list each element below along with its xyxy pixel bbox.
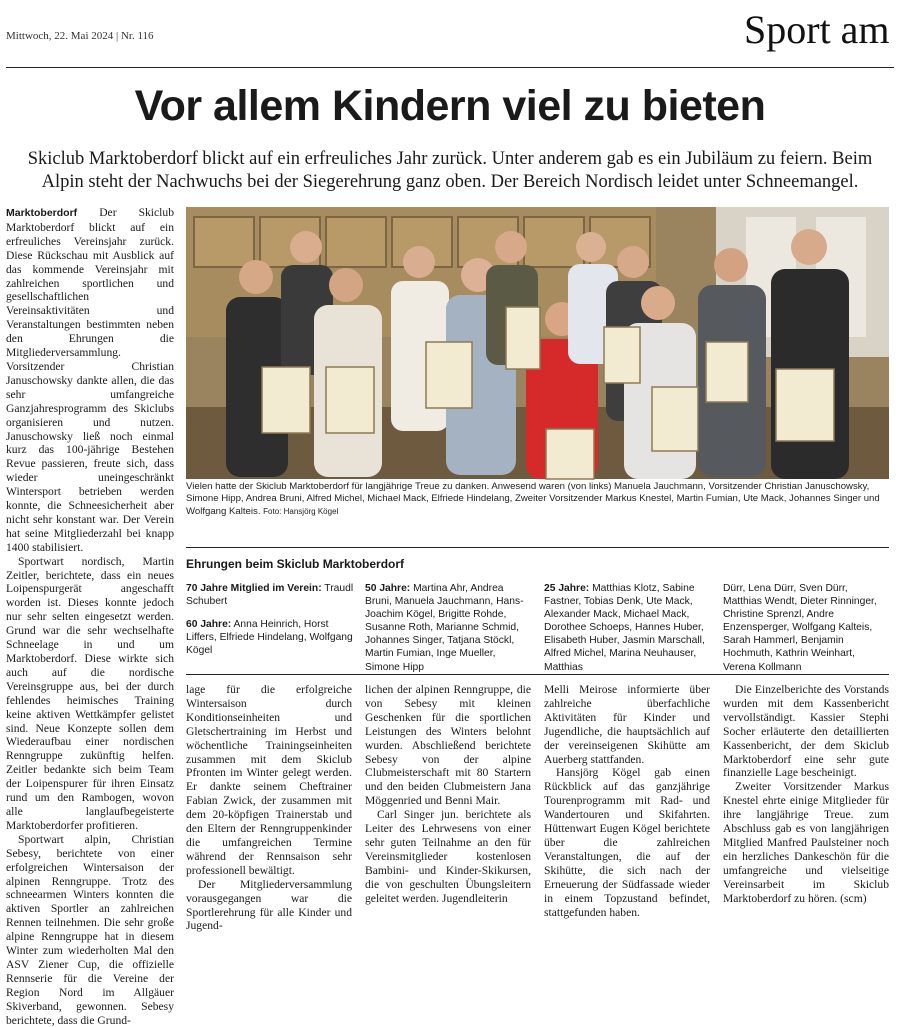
- paragraph: Der Mitgliederversammlung vorausgegangen war die Sportlerehrung für alle Kinder und Jugend-: [186, 877, 352, 933]
- honors-column-3: [544, 582, 712, 674]
- article-column-2: [186, 683, 352, 933]
- photo-caption: [186, 481, 889, 518]
- masthead-rule: [6, 67, 894, 68]
- paragraph: Sportwart nordisch, Martin Zeitler, berichtete, dass ein neues Loipenspurgerät angeschafft worden ist. Dieses konnte jedoch nur sehr selten eingesetzt werden. Grund war die sehr wechselhafte Schneelage in und um Marktoberdorf. Diese wirkte sich auch auf die nordische Vereinsgruppe aus, bei der durch fehlendes heimisches Training keine aktiven Wettkämpfer gelistet sind. Neue Konzepte sollen dem Wiederaufbau einer nordischen Renngruppe zukünftig helfen. Zeitler bedankte sich beim Team der Loipenspurer für ihren Einsatz rund um den Rambogen, wovon alle langlaufbegeisterte Marktoberdorfer profitieren.: [6, 554, 174, 832]
- honors-group-25-continued: Dürr, Lena Dürr, Sven Dürr, Matthias Wendt, Dieter Rinninger, Christine Sprenzl, Andre Enzensperger, Wolfgang Kalteis, Sarah Hammerl, Benjamin Hochmuth, Kathrin Weinhart, Verena Kollmann: [723, 583, 877, 673]
- paragraph: Hansjörg Kögel gab einen Rückblick auf das ganzjährige Tourenprogramm mit Rad- und Wandertouren und Skifahrten. Hüttenwart Eugen Kögel berichtete über die zahlreichen Veranstaltungen, die auf der Skihütte, die sich nach der Erneuerung der Südfassade wieder in einem Topzustand befindet, stattgefunden haben.: [544, 766, 710, 919]
- paragraph: lichen der alpinen Renngruppe, die von Sebesy mit kleinen Geschenken für die sportlichen Leistungen des Winters belohnt wurden. Abschließend berichtete Sebesy von der alpine Clubmeisterschaft mit 80 Startern und den beiden Clubmeistern Jana Möggenried und Benni Mair.: [365, 683, 531, 808]
- honors-box-bottom-rule: [186, 674, 889, 675]
- paragraph: Die Einzelberichte des Vorstands wurden mit dem Kassenbericht vervollständigt. Kassier Stephi Socher erläuterte den detaillierten Kassenbericht, der dem Skiclub Marktoberdorf eine sehr gute finanzielle Lage bescheinigt.: [723, 683, 889, 780]
- honors-column-1: [186, 582, 356, 667]
- article-column-1: [6, 206, 174, 1027]
- masthead: [0, 0, 900, 62]
- issue-date-line: Mittwoch, 22. Mai 2024 | Nr. 116: [6, 30, 154, 42]
- honors-group-50: 50 Jahre: Martina Ahr, Andrea Bruni, Manuela Jauchmann, Hans-Joachim Kögel, Brigitte Rohde, Susanne Roth, Marianne Schmid, Johannes Singer, Tatjana Stöckl, Martin Fumian, Inge Mueller, Simone Hipp: [365, 583, 524, 673]
- section-title: Sport am: [744, 7, 890, 52]
- honors-column-4: [723, 582, 889, 674]
- paragraph: Zweiter Vorsitzender Markus Knestel ehrte einige Mitglieder für ihre langjährige Treue. zum Abschluss gab es von langjährigen Mitglied Manfred Paulsteiner noch ein herzliches Dankeschön für die umfangreiche und vielseitige Vereinsarbeit im Skiclub Marktoberdorf zu hören. (scm): [723, 780, 889, 905]
- dateline: Marktoberdorf: [6, 207, 78, 219]
- honors-column-2: [365, 582, 533, 674]
- subheadline: Skiclub Marktoberdorf blickt auf ein erfreuliches Jahr zurück. Unter anderem gab es ein Jubiläum zu feiern. Beim Alpin steht der Nachwuchs bei der Siegerehrung ganz oben. Der Bereich Nordisch leidet unter Schneemangel.: [27, 149, 873, 192]
- article-column-3: [365, 683, 531, 906]
- article-column-4: [544, 683, 710, 919]
- paragraph: Sportwart alpin, Christian Sebesy, berichtete von einer erfolgreichen Wintersaison der alpinen Renngruppe. Trotz des schneearmen Winters konnten die aktiven Sportler an zahlreichen Rennen teilnehmen. Die sehr große alpine Renngruppe hat in diesem Winter zum wiederholten Mal den ASV Ziener Cup, die offizielle Rennserie für die Vereine der Region Nord im Allgäuer Skiverband, gewonnen. Sebesy berichtete, dass die Grund-: [6, 832, 174, 1027]
- paragraph: Carl Singer jun. berichtete als Leiter des Lehrwesens von einer sehr guten Teilnahme an den für Vereinsmitglieder kostenlosen Bambini- und Kinder-Skikursen, die von geschulten Übungsleitern geleitet werden. Jugendleiterin: [365, 808, 531, 905]
- group-photo: [186, 207, 889, 479]
- article-column-5: [723, 683, 889, 906]
- honors-group-60: 60 Jahre: Anna Heinrich, Horst Liffers, Elfriede Hindelang, Wolfgang Kögel: [186, 619, 353, 657]
- paragraph: Melli Meirose informierte über zahlreiche überfachliche Aktivitäten für Kinder und Jugendliche, die hauptsächlich auf der vereinseigenen Skihütte am Auerberg stattfanden.: [544, 683, 710, 766]
- headline: Vor allem Kindern viel zu bieten: [134, 82, 766, 130]
- paragraph: lage für die erfolgreiche Wintersaison durch Konditionseinheiten und Gletschertraining im Herbst und wöchentliche Trainingseinheiten zusammen mit dem Skiclub Pfronten im Winter gelegt werden. Er dankte seinem Cheftrainer Fabian Zwick, der zusammen mit dem 20-köpfigen Trainerstab und den Eltern der Renngruppenkinder die umfangreichen Termine während der Rennsaison sehr professionell bewältigt.: [186, 683, 352, 877]
- honors-box-title: Ehrungen beim Skiclub Marktoberdorf: [186, 557, 405, 571]
- photo-credit: Foto: Hansjörg Kögel: [263, 506, 339, 516]
- honors-box-top-rule: [186, 547, 889, 548]
- honors-group-25: 25 Jahre: Matthias Klotz, Sabine Fastner, Tobias Denk, Ute Mack, Alexander Mack, Michael Mack, Dorothee Schoeps, Hannes Huber, Elisabeth Huber, Jasmin Marschall, Alfred Michel, Marina Neuhauser, Matthias: [544, 583, 705, 673]
- group-photo-image: [186, 207, 889, 479]
- honors-group-70: 70 Jahre Mitglied im Verein: Traudl Schubert: [186, 583, 354, 608]
- photo-caption-text: Vielen hatte der Skiclub Marktoberdorf für langjährige Treue zu danken. Anwesend waren (von links) Manuela Jauchmann, Vorsitzender Christian Januschowsky, Simone Hipp, Andrea Bruni, Alfred Michel, Michael Mack, Elfriede Hindelang, Zweiter Vorsitzender Markus Knestel, Martin Fumian, Ute Mack, Johannes Singer und Wolfgang Kalteis.: [186, 481, 880, 517]
- paragraph: Marktoberdorf Der Skiclub Marktoberdorf blickt auf ein erfreuliches Vereinsjahr zurück. Diese Rückschau mit Ausblick auf das kommende Vereinsjahr mit zahlreichen sportlichen und gesellschaftlichen Vereinsaktivitäten und Veranstaltungen bestimmten neben den Ehrungen die Mitgliederversammlung. Vorsitzender Christian Januschowsky dankte allen, die das sehr umfangreiche Ganzjahresprogramm des Skiclubs organisieren und nutzen. Januschowsky ließ noch einmal kurz das 100-jährige Bestehen Revue passieren, freute sich, dass wieder uneingeschränkt Wintersport betrieben werden konnte, die Schneesicherheit aber nicht sehr konstant war. Der Verein hat seine Mitgliederzahl bei knapp 1400 stabilisiert.: [6, 206, 174, 554]
